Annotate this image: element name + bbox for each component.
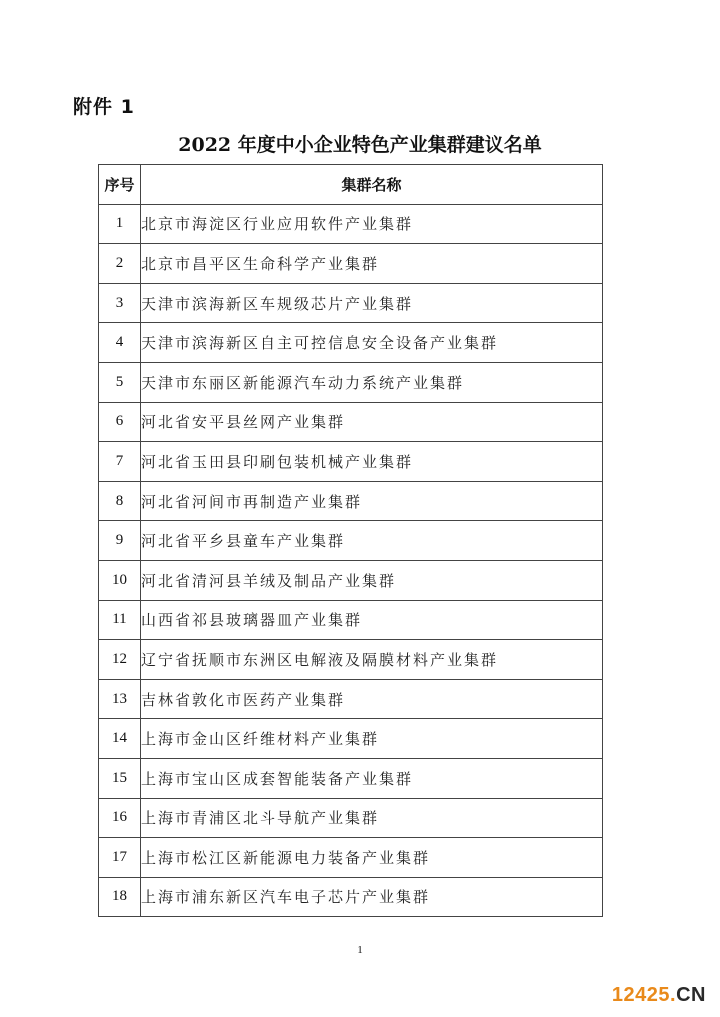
row-number: 17: [99, 838, 141, 878]
row-number: 9: [99, 521, 141, 561]
row-number: 15: [99, 758, 141, 798]
row-number: 2: [99, 244, 141, 284]
table-row: [99, 758, 603, 798]
table-row: [99, 362, 603, 402]
cluster-name: 天津市滨海新区自主可控信息安全设备产业集群: [140, 323, 602, 363]
column-header-name: 集群名称: [140, 165, 602, 205]
cluster-table: [98, 164, 603, 917]
row-number: 8: [99, 481, 141, 521]
watermark-suffix: CN: [676, 984, 706, 1006]
cluster-name: 上海市青浦区北斗导航产业集群: [140, 798, 602, 838]
row-number: 16: [99, 798, 141, 838]
cluster-name: 吉林省敦化市医药产业集群: [140, 679, 602, 719]
table-row: [99, 521, 603, 561]
cluster-name: 河北省河间市再制造产业集群: [140, 481, 602, 521]
table-row: [99, 838, 603, 878]
table-row: [99, 402, 603, 442]
cluster-name: 上海市金山区纤维材料产业集群: [140, 719, 602, 759]
table-header-row: [99, 165, 603, 205]
column-header-number: 序号: [99, 165, 141, 205]
cluster-name: 北京市海淀区行业应用软件产业集群: [140, 204, 602, 244]
row-number: 4: [99, 323, 141, 363]
document-title: 2022 年度中小企业特色产业集群建议名单: [178, 134, 542, 156]
cluster-name: 河北省玉田县印刷包装机械产业集群: [140, 442, 602, 482]
table-row: [99, 640, 603, 680]
cluster-name: 上海市浦东新区汽车电子芯片产业集群: [140, 877, 602, 917]
cluster-name: 上海市松江区新能源电力装备产业集群: [140, 838, 602, 878]
table-row: [99, 283, 603, 323]
row-number: 11: [99, 600, 141, 640]
cluster-name: 山西省祁县玻璃器皿产业集群: [140, 600, 602, 640]
attachment-label: 附件 1: [73, 96, 135, 118]
watermark-dot: .: [670, 984, 677, 1006]
cluster-name: 上海市宝山区成套智能装备产业集群: [140, 758, 602, 798]
table-row: [99, 323, 603, 363]
cluster-name: 河北省清河县羊绒及制品产业集群: [140, 560, 602, 600]
row-number: 5: [99, 362, 141, 402]
cluster-name: 北京市昌平区生命科学产业集群: [140, 244, 602, 284]
watermark-number: 12425: [611, 984, 671, 1006]
site-watermark: [612, 984, 706, 1007]
table-row: [99, 719, 603, 759]
table-row: [99, 442, 603, 482]
page-number: 1: [357, 944, 363, 956]
table-row: [99, 600, 603, 640]
row-number: 1: [99, 204, 141, 244]
table-row: [99, 877, 603, 917]
table-row: [99, 798, 603, 838]
row-number: 18: [99, 877, 141, 917]
table-row: [99, 560, 603, 600]
cluster-name: 天津市东丽区新能源汽车动力系统产业集群: [140, 362, 602, 402]
row-number: 12: [99, 640, 141, 680]
table-row: [99, 244, 603, 284]
table-row: [99, 481, 603, 521]
row-number: 10: [99, 560, 141, 600]
row-number: 6: [99, 402, 141, 442]
cluster-name: 天津市滨海新区车规级芯片产业集群: [140, 283, 602, 323]
row-number: 7: [99, 442, 141, 482]
cluster-name: 河北省安平县丝网产业集群: [140, 402, 602, 442]
row-number: 3: [99, 283, 141, 323]
cluster-name: 河北省平乡县童车产业集群: [140, 521, 602, 561]
table-row: [99, 204, 603, 244]
row-number: 13: [99, 679, 141, 719]
cluster-name: 辽宁省抚顺市东洲区电解液及隔膜材料产业集群: [140, 640, 602, 680]
row-number: 14: [99, 719, 141, 759]
table-row: [99, 679, 603, 719]
table-body: [99, 204, 603, 917]
